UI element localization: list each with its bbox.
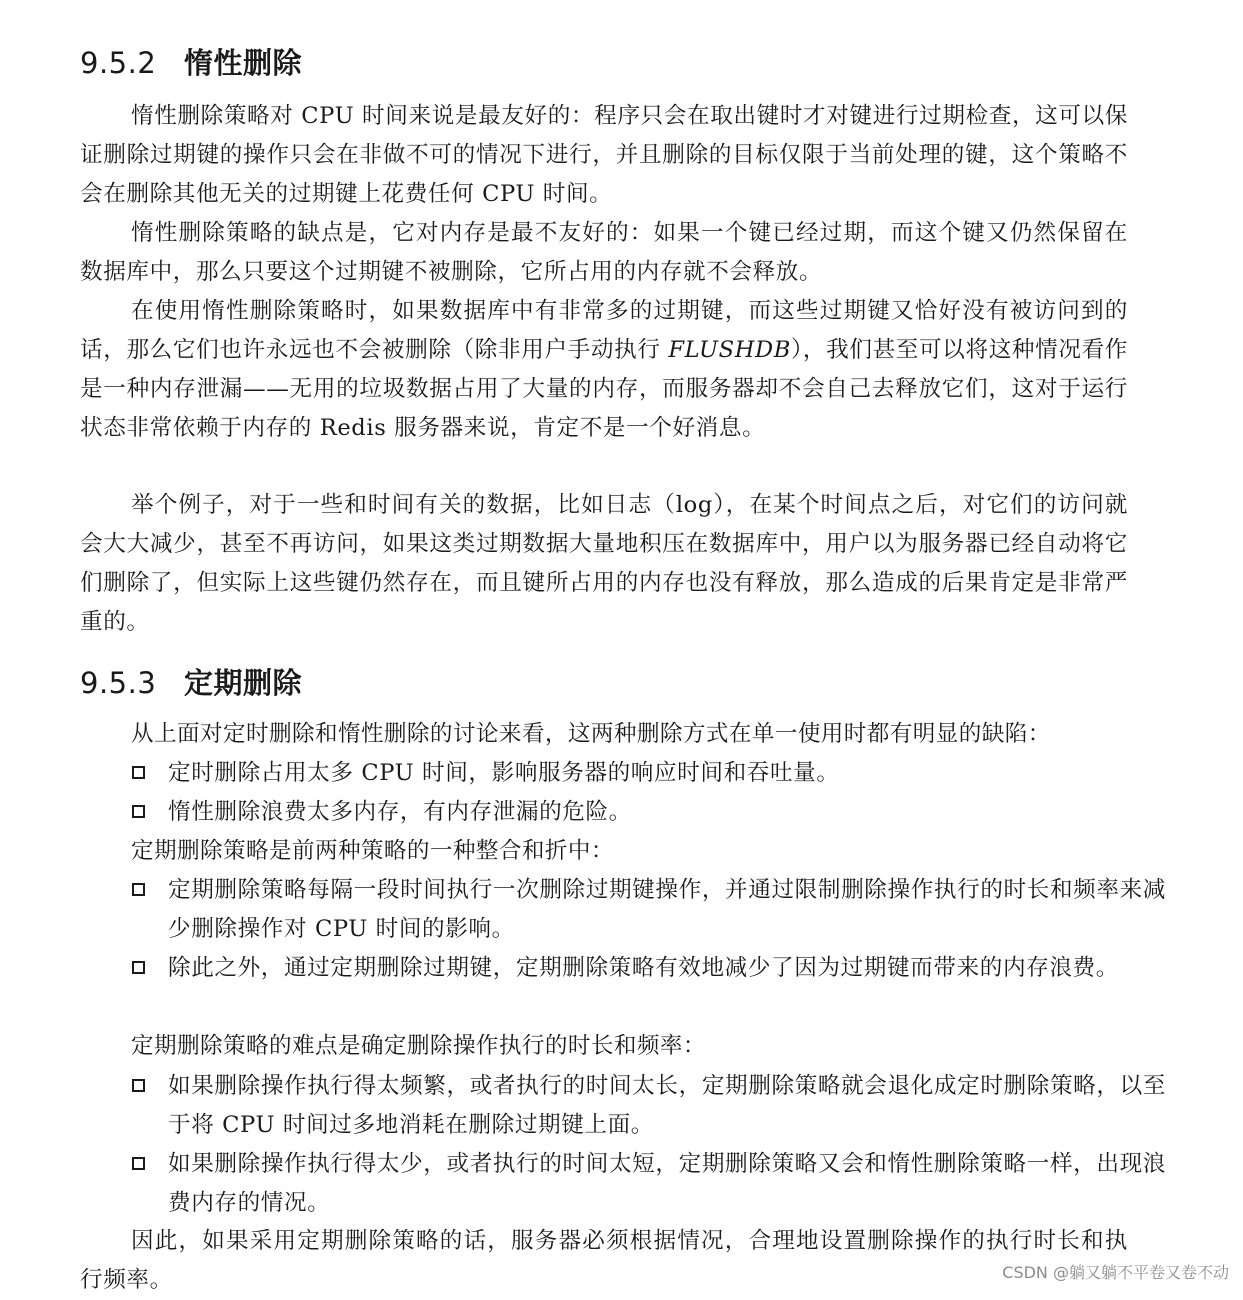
paragraph: 惰性删除策略的缺点是，它对内存是最不友好的：如果一个键已经过期，而这个键又仍然保留在数据库中，那么只要这个过期键不被删除，它所占用的内存就不会释放。 (80, 220, 1128, 285)
checkbox-bullet-icon (132, 883, 145, 896)
list-item (131, 871, 1166, 949)
list-item-text: 如果删除操作执行得太频繁，或者执行的时间太长，定期删除策略就会退化成定时删除策略，以至于将 CPU 时间过多地消耗在删除过期键上面。 (168, 1073, 1166, 1138)
section-heading-952 (80, 43, 302, 83)
paragraph-text: ），我们甚至可以将这种情况看作是一种内存泄漏——无用的垃圾数据占用了大量的内存，而服务器却不会自己去释放它们，这对于运行状态非常依赖于内存的 Redis 服务器来说，肯定不是一个好消息。 (80, 336, 1129, 441)
checkbox-bullet-icon (132, 805, 145, 818)
paragraph-text: 在使用惰性删除策略时，如果数据库中有非常多的过期键，而这些过期键又恰好没有被访问到的话，那么它们也许永远也不会被删除（除非用户手动执行 (80, 298, 1128, 363)
intro-text: 从上面对定时删除和惰性删除的讨论来看，这两种删除方式在单一使用时都有明显的缺陷： (131, 721, 1051, 747)
section-number: 9.5.3 (80, 666, 157, 700)
conclusion-paragraph: 因此，如果采用定期删除策略的话，服务器必须根据情况，合理地设置删除操作的执行时长和执行频率。 (80, 1228, 1128, 1293)
list-item-text: 定时删除占用太多 CPU 时间，影响服务器的响应时间和吞吐量。 (168, 760, 840, 786)
section-title: 定期删除 (184, 666, 303, 700)
list-item (131, 1067, 1166, 1145)
list-item-text: 定期删除策略每隔一段时间执行一次删除过期键操作，并通过限制删除操作执行的时长和频率来减少删除操作对 CPU 时间的影响。 (168, 877, 1166, 942)
checkbox-bullet-icon (132, 961, 145, 974)
section-number: 9.5.2 (80, 46, 157, 80)
checkbox-bullet-icon (132, 1157, 145, 1170)
command-name: FLUSHDB (668, 336, 791, 363)
section-heading-953 (80, 663, 302, 703)
paragraph: 举个例子，对于一些和时间有关的数据，比如日志（log），在某个时间点之后，对它们的访问就会大大减少，甚至不再访问，如果这类过期数据大量地积压在数据库中，用户以为服务器已经自动将它们删除了，但实际上这些键仍然存在，而且键所占用的内存也没有释放，那么造成的后果肯定是非常严重的。 (80, 492, 1128, 635)
checkbox-bullet-icon (132, 766, 145, 779)
list-item (131, 754, 1166, 793)
lead-text: 定期删除策略的难点是确定删除操作执行的时长和频率： (131, 1033, 706, 1059)
checkbox-bullet-icon (132, 1079, 145, 1092)
section-title: 惰性删除 (184, 46, 303, 80)
list-item-text: 惰性删除浪费太多内存，有内存泄漏的危险。 (168, 799, 632, 825)
paragraph: 惰性删除策略对 CPU 时间来说是最友好的：程序只会在取出键时才对键进行过期检查，这可以保证删除过期键的操作只会在非做不可的情况下进行，并且删除的目标仅限于当前处理的键，这个策略不会在删除其他无关的过期键上花费任何 CPU 时间。 (80, 103, 1128, 207)
list-item-text: 除此之外，通过定期删除过期键，定期删除策略有效地减少了因为过期键而带来的内存浪费。 (168, 955, 1119, 981)
list-item-text: 如果删除操作执行得太少，或者执行的时间太短，定期删除策略又会和惰性删除策略一样，出现浪费内存的情况。 (168, 1151, 1166, 1216)
paragraph (80, 292, 1128, 448)
list-item (131, 793, 1166, 832)
lead-text: 定期删除策略是前两种策略的一种整合和折中： (131, 838, 614, 864)
list-item (131, 1145, 1166, 1223)
watermark: CSDN @躺又躺不平卷又卷不动 (1002, 1263, 1229, 1282)
list-item (131, 949, 1166, 988)
